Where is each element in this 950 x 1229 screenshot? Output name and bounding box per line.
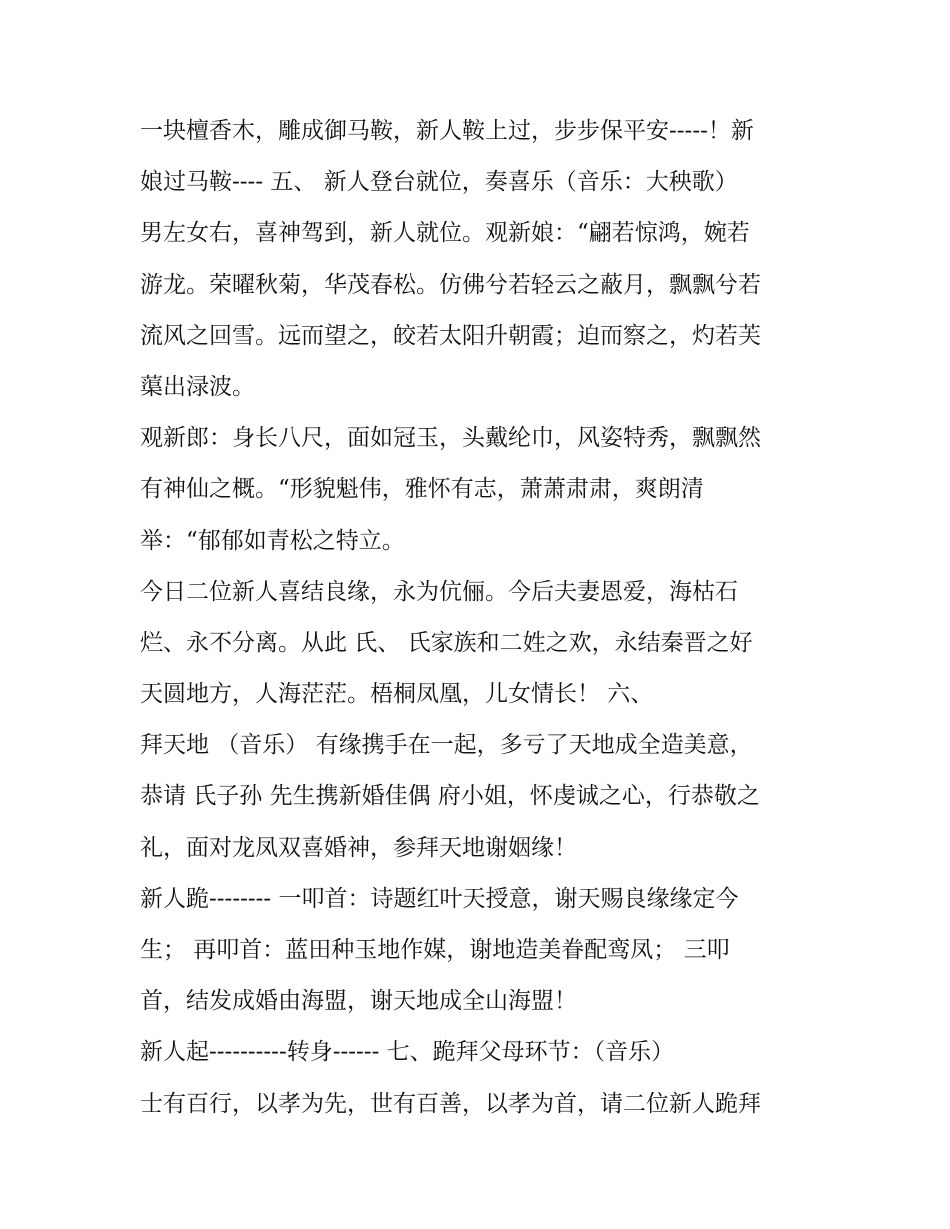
text-line: 烂、永不分离。从此 氏、 氏家族和二姓之欢，永结秦晋之好 <box>140 629 753 656</box>
text-line: 今日二位新人喜结良缘，永为伉俪。今后夫妻恩爱，海枯石 <box>140 578 738 605</box>
text-line: 士有百行，以孝为先，世有百善，以孝为首，请二位新人跪拜 <box>140 1090 761 1117</box>
text-line: 蕖出渌波。 <box>140 373 255 400</box>
text-line: 生； 再叩首：蓝田种玉地作媒，谢地造美眷配鸾凤； 三叩 <box>140 937 730 963</box>
text-line: 男左女右，喜神驾到，新人就位。观新娘：“翩若惊鸿，婉若 <box>140 220 750 247</box>
text-line: 举：“郁郁如青松之特立。 <box>140 527 405 554</box>
text-line: 游龙。荣曜秋菊，华茂春松。仿佛兮若轻云之蔽月，飘飘兮若 <box>140 271 761 298</box>
text-line: 新人起----------转身------ 七、跪拜父母环节：（音乐） <box>140 1039 675 1066</box>
text-line: 有神仙之概。“形貌魁伟，雅怀有志，萧萧肃肃，爽朗清 <box>140 476 704 503</box>
text-line: 礼，面对龙凤双喜婚神，参拜天地谢姻缘！ <box>140 834 577 861</box>
text-line: 新人跪-------- 一叩首：诗题红叶天授意，谢天赐良缘缘定今 <box>140 885 739 912</box>
text-line: 流风之回雪。远而望之，皎若太阳升朝霞；迫而察之，灼若芙 <box>140 322 761 349</box>
text-line: 观新郎：身长八尺，面如冠玉，头戴纶巾，风姿特秀，飘飘然 <box>140 425 761 452</box>
text-line: 拜天地 （音乐） 有缘携手在一起，多亏了天地成全造美意， <box>140 732 753 759</box>
text-line: 首，结发成婚由海盟，谢天地成全山海盟！ <box>140 988 577 1015</box>
text-line: 娘过马鞍---- 五、 新人登台就位，奏喜乐（音乐：大秧歌） <box>140 169 738 196</box>
text-line: 恭请 氏子孙 先生携新婚佳偶 府小姐，怀虔诚之心，行恭敬之 <box>140 783 760 810</box>
document-body <box>140 106 830 1130</box>
text-line: 一块檀香木，雕成御马鞍，新人鞍上过，步步保平安-----！新 <box>140 118 754 144</box>
text-line: 天圆地方，人海茫茫。梧桐凤凰，儿女情长！ 六、 <box>140 681 654 708</box>
